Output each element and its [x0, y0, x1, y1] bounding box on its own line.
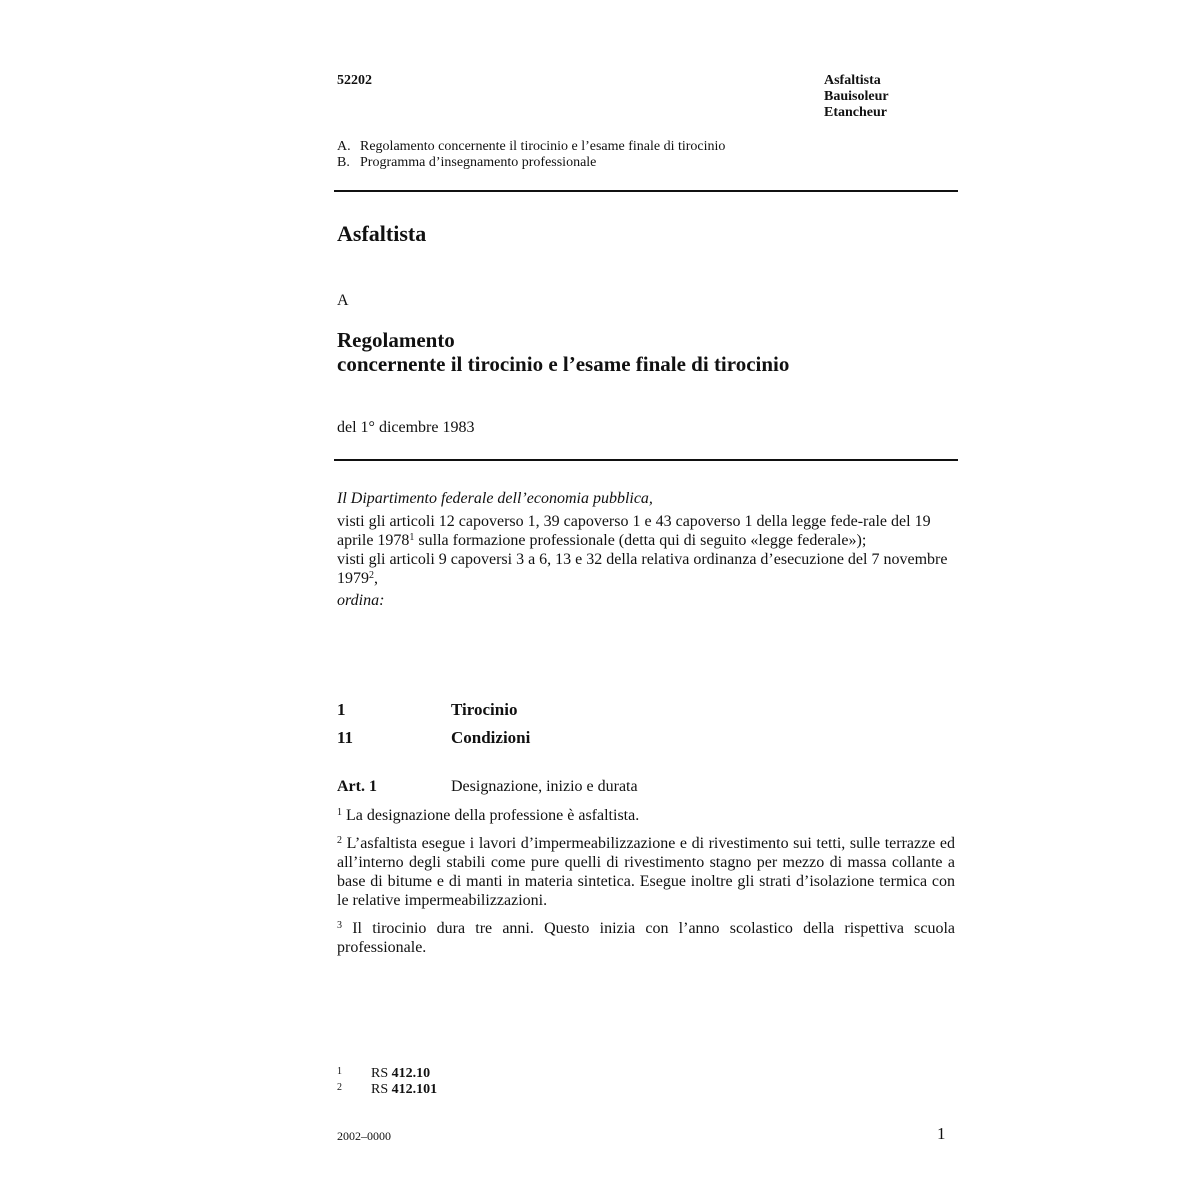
article-heading [337, 778, 638, 796]
footnote-ref: 2 [369, 570, 374, 581]
document-code: 52202 [337, 73, 372, 88]
footnote-ref-number: 412.10 [391, 1066, 431, 1081]
contents-text: Programma d’insegnamento professionale [360, 155, 597, 170]
annex-letter: A [337, 292, 349, 309]
footer-doc-number: 2002–0000 [337, 1129, 391, 1143]
regulation-title [337, 328, 789, 376]
page-number: 1 [937, 1124, 946, 1143]
profession-titles [824, 73, 944, 121]
preamble [337, 489, 955, 614]
section-title: Tirocinio [451, 700, 518, 719]
article-paragraph: $^1$ La designazione della professione è asfaltista. [337, 807, 640, 824]
footnote-ref-number: 412.101 [391, 1082, 438, 1097]
footnote: 1 RS 412.10 [337, 1066, 431, 1081]
preamble-authority: Il Dipartimento federale dell’economia pubblica, [337, 490, 653, 507]
section-number: 11 [337, 728, 354, 747]
contents-label: A. [337, 139, 351, 154]
section-heading [337, 700, 517, 720]
footnote-number: 1 [337, 1066, 342, 1077]
contents-item [337, 155, 725, 171]
footnote-ref: 1 [409, 532, 415, 543]
divider-middle [334, 459, 958, 461]
contents-label: B. [337, 155, 350, 170]
regulation-date: del 1° dicembre 1983 [337, 419, 475, 436]
regulation-title-line: concernente il tirocinio e l’esame finale di tirocinio [337, 352, 790, 376]
footnote-number: 2 [337, 1082, 342, 1093]
article-paragraph: $^3$ Il tirocinio dura tre anni. Questo inizia con l’anno scolastico della rispettiva scuola professionale. [337, 920, 955, 956]
contents-text: Regolamento concernente il tirocinio e l’esame finale di tirocinio [360, 139, 726, 154]
preamble-ordina: ordina: [337, 592, 385, 609]
footnote: 2 RS 412.101 [337, 1082, 438, 1097]
table-of-contents [337, 139, 725, 171]
profession-title: Bauisoleur [824, 89, 889, 104]
article-paragraph: $^2$ L’asfaltista esegue i lavori d’impermeabilizzazione e di rivestimento sui tetti, sulle terrazze ed all’interno degli stabili come pure quelli di rivestimento stagno per mezzo di massa collante a base di bitume e di manti in materia sintetica. Esegue inoltre gli strati d’isolazione termica con le relative impermeabilizzazioni. [337, 835, 955, 909]
article-number: Art. 1 [337, 778, 377, 795]
preamble-visti-2: visti gli articoli 9 capoversi 3 a 6, 13 e 32 della relativa ordinanza d’esecuzione del 7 novembre 1979$^2$, [337, 551, 948, 587]
profession-title: Asfaltista [824, 73, 881, 88]
section-title: Condizioni [451, 728, 531, 747]
preamble-visti-1: visti gli articoli 12 capoverso 1, 39 capoverso 1 e 43 capoverso 1 della legge fede-rale del 19 aprile 1978$^1$ sulla formazione professionale (detta qui di seguito «legge federale»); [337, 513, 931, 549]
regulation-title-line: Regolamento [337, 328, 455, 352]
article-body [337, 806, 955, 966]
section-number: 1 [337, 700, 346, 719]
article-title: Designazione, inizio e durata [451, 778, 638, 795]
page-title: Asfaltista [337, 221, 427, 246]
section-heading [337, 728, 530, 748]
divider-top [334, 190, 958, 192]
contents-item [337, 139, 725, 155]
profession-title: Etancheur [824, 105, 887, 120]
